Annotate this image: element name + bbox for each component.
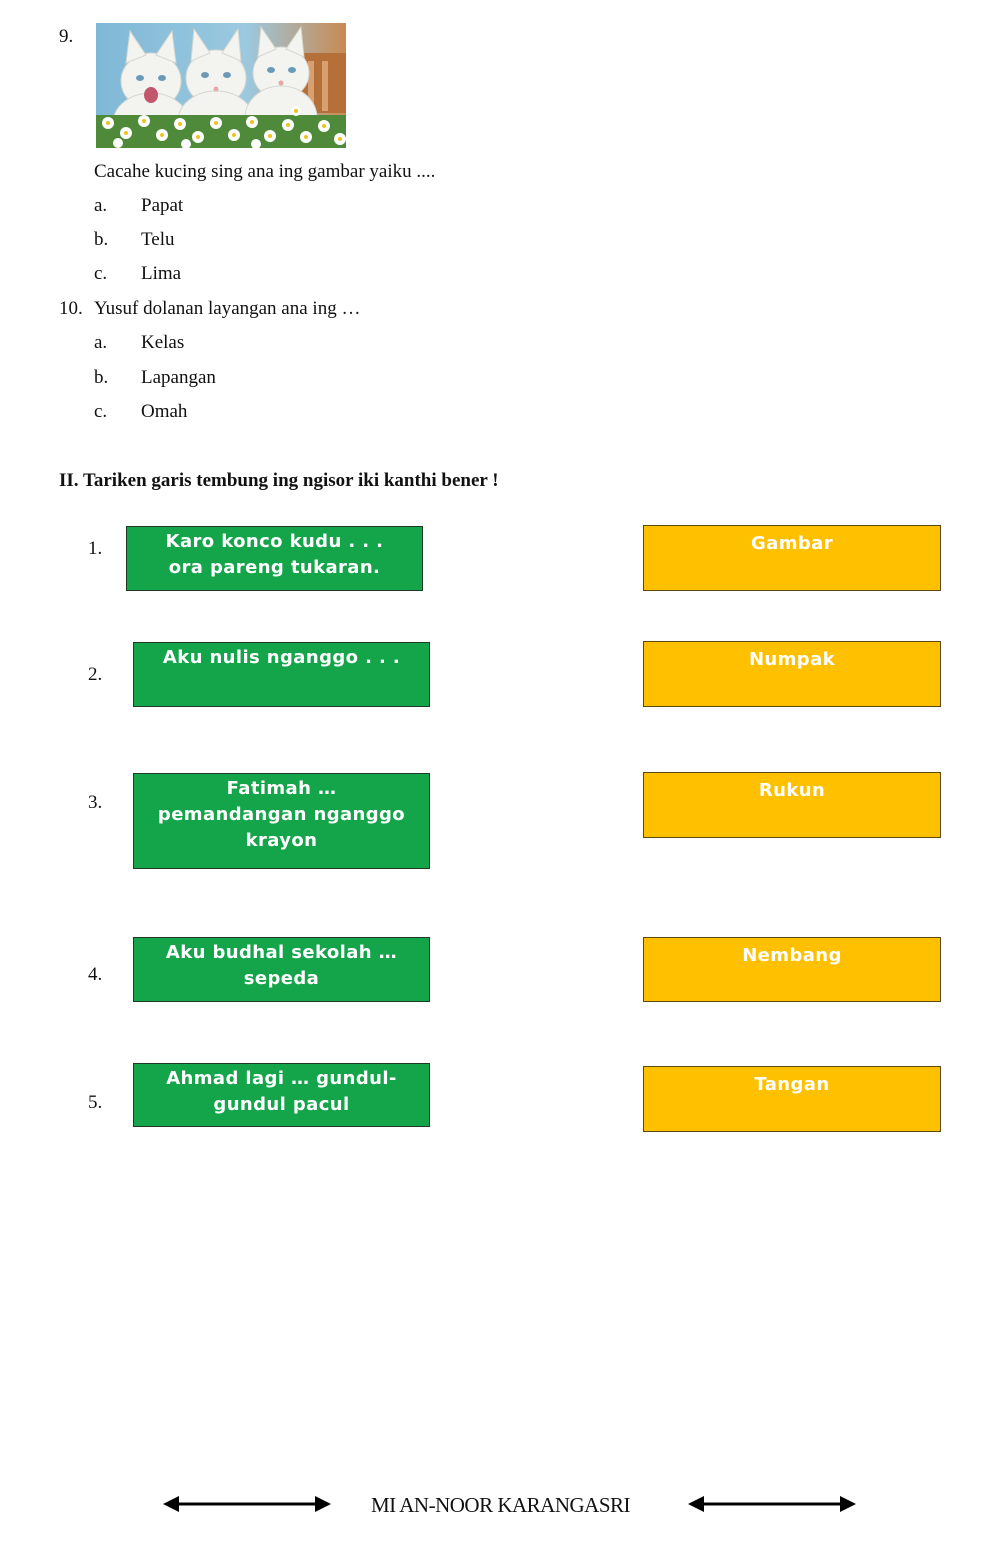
match-right-box-3[interactable] (643, 772, 941, 838)
box-text-line: Nembang (742, 945, 842, 966)
box-text-line: Aku nulis nganggo . . . (162, 647, 401, 668)
match-number: 3. (88, 792, 103, 813)
match-right-box-5[interactable] (643, 1066, 941, 1132)
match-number: 5. (88, 1092, 103, 1113)
question-9-text: Cacahe kucing sing ana ing gambar yaiku .... (94, 161, 436, 182)
question-number-10: 10. (59, 298, 83, 319)
kittens-image (96, 23, 346, 148)
match-number: 4. (88, 964, 103, 985)
box-text-line: Numpak (748, 649, 836, 670)
match-number: 2. (88, 664, 103, 685)
option-letter: b. (94, 367, 109, 388)
option-text: Lapangan (141, 367, 216, 388)
box-text-line: Tangan (754, 1074, 830, 1095)
match-left-box-3[interactable] (133, 773, 430, 869)
box-text-line: Ahmad lagi … gundul- (166, 1068, 397, 1089)
option-text: Kelas (141, 332, 185, 353)
match-number: 1. (88, 538, 103, 559)
option-letter: c. (94, 263, 108, 284)
box-text-line: Karo konco kudu . . . (165, 531, 384, 552)
match-left-box-1[interactable] (126, 526, 423, 591)
match-left-box-2[interactable] (133, 642, 430, 707)
box-text-line: Gambar (751, 533, 833, 554)
footer-school-name: MI AN-NOOR KARANGASRI (371, 1493, 631, 1517)
double-arrow-icon (688, 1494, 856, 1519)
match-left-box-5[interactable] (133, 1063, 430, 1127)
option-letter: c. (94, 401, 108, 422)
box-text-line: sepeda (243, 968, 320, 989)
option-text: Telu (141, 229, 175, 250)
match-right-box-2[interactable] (643, 641, 941, 707)
option-text: Lima (141, 263, 182, 284)
option-letter: b. (94, 229, 109, 250)
box-text-line: ora pareng tukaran. (168, 557, 381, 578)
section-heading: II. Tariken garis tembung ing ngisor iki kanthi bener ! (59, 470, 499, 491)
option-text: Omah (141, 401, 188, 422)
question-10-text: Yusuf dolanan layangan ana ing … (94, 298, 361, 319)
match-right-box-1[interactable] (643, 525, 941, 591)
box-text-line: pemandangan nganggo (157, 804, 406, 825)
question-number-9: 9. (59, 26, 74, 47)
match-right-box-4[interactable] (643, 937, 941, 1002)
box-text-line: Fatimah … (226, 778, 337, 799)
double-arrow-icon (163, 1494, 331, 1519)
box-text-line: Aku budhal sekolah … (165, 942, 398, 963)
option-letter: a. (94, 195, 108, 216)
match-left-box-4[interactable] (133, 937, 430, 1002)
box-text-line: gundul pacul (213, 1094, 350, 1115)
option-text: Papat (141, 195, 184, 216)
box-text-line: Rukun (758, 780, 826, 801)
option-letter: a. (94, 332, 108, 353)
box-text-line: krayon (245, 830, 318, 851)
